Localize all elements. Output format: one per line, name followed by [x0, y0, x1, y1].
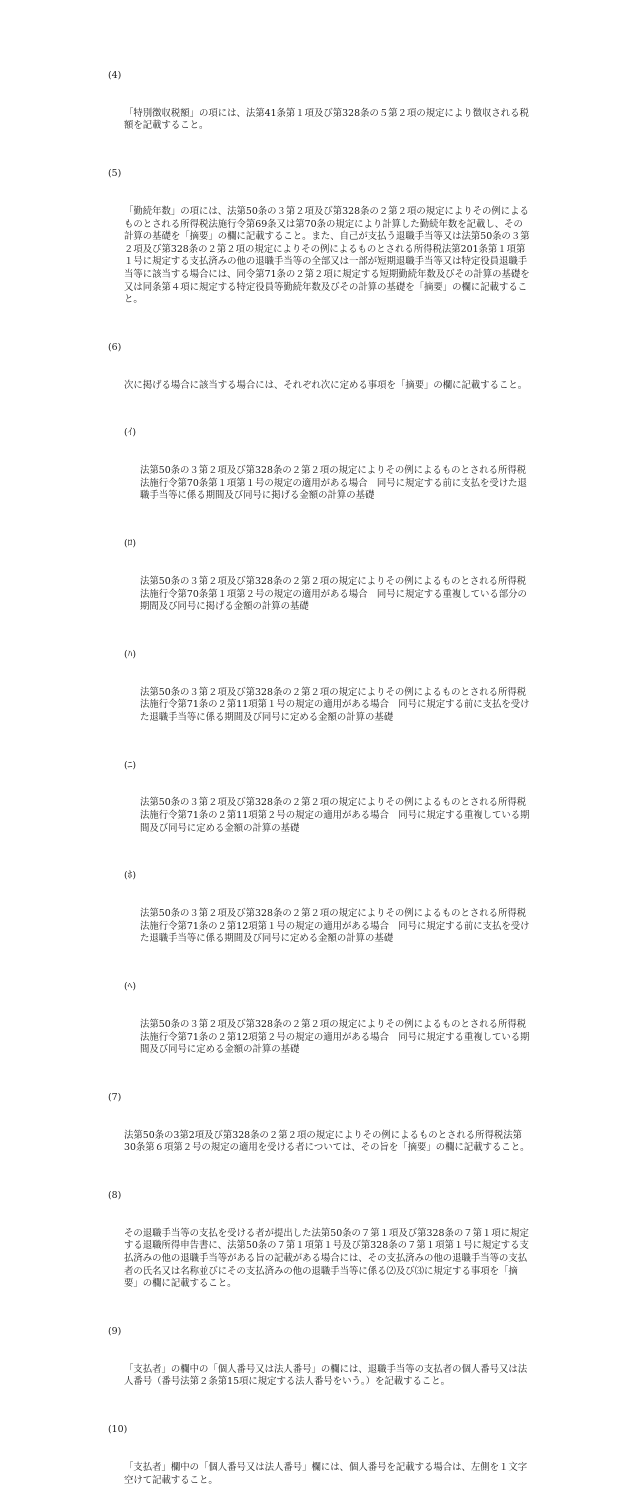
item-text: その退職手当等の支払を受ける者が提出した法第50条の７第１項及び第328条の７第１項に規定する退職所得申告書に、法第50条の７第１項第１号及び第328条の７第１項第１号に規定する支払済みの他の退職手当等がある旨の記載がある場合には、その支払済みの他の退職手当等の支払者の氏名又は名称並びにその支払済みの他の退職手当等に係る⑵及び⑶に規定する事項を「摘要」の欄に記載すること。 — [124, 1227, 529, 1290]
item-number: (9) — [108, 1326, 122, 1338]
item-text: 「支払者」欄中の「個人番号又は法人番号」欄には、個人番号を記載する場合は、左側を１文字空けて記載すること。 — [124, 1461, 528, 1486]
instruction-item-7 — [108, 1091, 530, 1180]
instruction-item-5 — [108, 168, 530, 332]
instruction-item-8 — [108, 1190, 530, 1316]
instruction-item-10 — [108, 1424, 530, 1512]
instruction-item-9 — [108, 1326, 530, 1414]
item-number: (10) — [108, 1424, 128, 1436]
sub-item-text: 法第50条の３第２項及び第328条の２第２項の規定によりその例によるものとされる所得税法施行令第71条の２第11項第１号の規定の適用がある場合 同号に規定する前に支払を受けた退職手当等に係る期間及び同号に定める金額の計算の基礎 — [140, 686, 530, 723]
item-number: (5) — [108, 168, 122, 180]
sub-item-text: 法第50条の３第２項及び第328条の２第２項の規定によりその例によるものとされる所得税法施行令第71条の２第12項第２号の規定の適用がある場合 同号に規定する重複している期間及び同号に定める金額の計算の基礎 — [140, 1018, 530, 1056]
item-number: (8) — [108, 1190, 122, 1202]
item-number: (7) — [108, 1091, 122, 1103]
item-text: 「支払者」の欄中の「個人番号又は法人番号」の欄には、退職手当等の支払者の個人番号又は法人番号（番号法第２条第15項に規定する法人番号をいう。）を記載すること。 — [124, 1363, 528, 1388]
item-text: 「特別徴収税額」の項には、法第41条第１項及び第328条の５第２項の規定により徴収される税額を記載すること。 — [124, 107, 529, 132]
sub-item-he — [112, 981, 530, 1082]
item-text: 次に掲げる場合に該当する場合には、それぞれ次に定める事項を「摘要」の欄に記載すること。 — [124, 379, 528, 391]
sub-item-ha — [112, 649, 530, 750]
sub-item-text: 法第50条の３第２項及び第328条の２第２項の規定によりその例によるものとされる所得税法施行令第71条の２第12項第１号の規定の適用がある場合 同号に規定する前に支払を受けた退職手当等に係る期間及び同号に定める金額の計算の基礎 — [140, 908, 530, 945]
sub-item-ro — [112, 538, 530, 639]
sub-item-number: (ﾍ) — [124, 981, 137, 993]
item-text: 「勤続年数」の項には、法第50条の３第２項及び第328条の２第２項の規定によりその例によるものとされる所得税法施行令第69条又は第70条の規定により計算した勤続年数を記載し、その計算の基礎を「摘要」の欄に記載すること。また、自己が支払う退職手当等又は法第50条の３第２項及び第328条の２第２項の規定によりその例によるものとされる所得税法第201条第１項第１号に規定する支払済みの他の退職手当等の全部又は一部が短期退職手当等又は特定役員退職手当等に該当する場合には、同令第71条の２第２項に規定する短期勤続年数及びその計算の基礎を又は同条第４項に規定する特定役員等勤続年数及びその計算の基礎を「摘要」の欄に記載すること。 — [124, 205, 530, 306]
sub-item-text: 法第50条の３第２項及び第328条の２第２項の規定によりその例によるものとされる所得税法施行令第70条第１項第２号の規定の適用がある場合 同号に規定する重複している部分の期間及び同号に掲げる金額の計算の基礎 — [140, 575, 527, 613]
sub-item-text: 法第50条の３第２項及び第328条の２第２項の規定によりその例によるものとされる所得税法施行令第70条第１項第１号の規定の適用がある場合 同号に規定する前に支払を受けた退職手当等に係る期間及び同号に掲げる金額の計算の基礎 — [140, 465, 527, 502]
sub-item-number: (ﾎ) — [124, 870, 137, 882]
instruction-item-4 — [108, 70, 530, 158]
item-number: (6) — [108, 341, 122, 353]
sub-item-number: (ｲ) — [124, 427, 137, 439]
sub-item-ho — [112, 870, 530, 971]
sub-item-number: (ﾊ) — [124, 648, 137, 660]
sub-item-ni — [112, 760, 530, 861]
sub-item-i — [112, 427, 530, 528]
sub-item-number: (ﾆ) — [124, 759, 137, 771]
item-number: (4) — [108, 70, 122, 81]
sub-item-number: (ﾛ) — [124, 538, 137, 550]
instruction-item-6 — [108, 341, 530, 418]
item-text: 法第50条の3第2項及び第328条の２第２項の規定によりその例によるものとされる所得税法第30条第６項第２号の規定の適用を受ける者については、その旨を「摘要」の欄に記載すること。 — [124, 1129, 530, 1154]
sub-item-text: 法第50条の３第２項及び第328条の２第２項の規定によりその例によるものとされる所得税法施行令第71条の２第11項第２号の規定の適用がある場合 同号に規定する重複している期間及び同号に定める金額の計算の基礎 — [140, 797, 530, 834]
